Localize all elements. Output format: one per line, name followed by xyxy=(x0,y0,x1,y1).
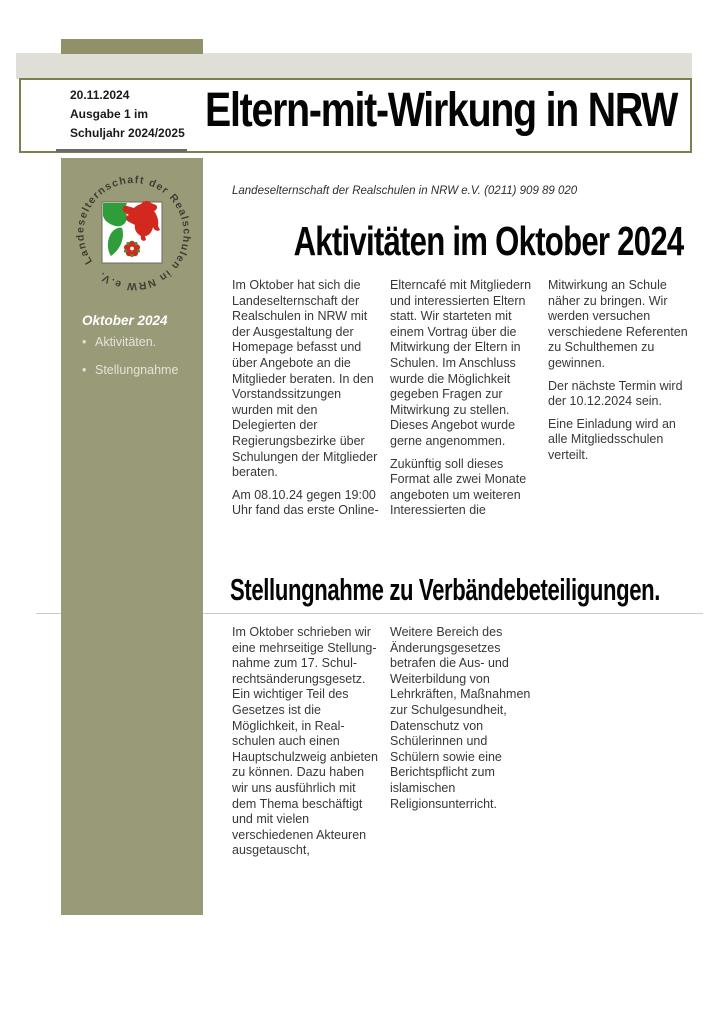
issue-number: Ausgabe 1 im xyxy=(70,107,149,121)
masthead xyxy=(19,78,692,153)
issue-schoolyear: Schuljahr 2024/2025 xyxy=(70,126,185,140)
association-logo xyxy=(61,158,203,300)
issue-date: 20.11.2024 xyxy=(70,88,130,102)
contact-line: Landeselternschaft der Realschulen in NRW e.V. (0211) 909 89 020 xyxy=(232,185,578,197)
paragraph: Der nächste Termin wird der 10.12.2024 sein. xyxy=(548,378,683,409)
paragraph: Am 08.10.24 gegen 19:00 Uhr fand das erste Online- xyxy=(232,487,379,518)
paragraph: Elterncafé mit Mitgliedern und interessierten Eltern statt. Wir starteten mit einem Vortrag über die Mitwirkung der Eltern in Schulen. Im Anschluss wurde die Möglichkeit gegeben Fragen zur Mitwirkung zu stellen. Dieses Angebot wurde gerne angenommen. xyxy=(390,278,532,448)
section2-columns xyxy=(232,625,698,866)
section2-column-1 xyxy=(232,625,380,866)
sidebar xyxy=(61,158,203,915)
paragraph: Eine Einladung wird an alle Mitgliedsschulen verteilt. xyxy=(548,416,676,462)
paragraph: Im Oktober schrieben wir eine mehrseitige Stellung- nahme zum 17. Schul- rechtsänderungsgesetz. Ein wichtiger Teil des Gesetzes ist die Möglichkeit, in Real- schulen auch einen Hauptschulzweig anbieten zu können. Dazu haben wir uns ausführlich mit dem Thema beschäftigt und mit vielen verschiedenen Akteuren ausgetauscht, xyxy=(232,625,378,858)
sidebar-toc xyxy=(82,335,178,391)
nrw-coat-of-arms-icon xyxy=(61,158,203,300)
section2-heading: Stellungnahme zu Verbändebeteiligungen. xyxy=(230,572,661,607)
section1-columns xyxy=(232,278,698,526)
sidebar-month-label: Oktober 2024 xyxy=(82,313,168,328)
issue-underline xyxy=(56,149,187,152)
section1-column-2 xyxy=(390,278,538,526)
section2-heading-wrap xyxy=(230,572,710,608)
newsletter-title: Eltern-mit-Wirkung in NRW xyxy=(205,84,678,137)
section2-column-3 xyxy=(548,625,696,866)
sidebar-top-accent xyxy=(61,39,203,54)
paragraph: Zukünftig soll dieses Format alle zwei Monate angeboten um weiteren Interessierten die xyxy=(390,456,527,518)
section1-heading: Aktivitäten im Oktober 2024 xyxy=(293,218,684,264)
logo-ring-text: Landeselternschaft der Realschulen in NRW e.V. xyxy=(74,173,193,293)
section1-column-3 xyxy=(548,278,696,526)
section1-heading-wrap xyxy=(232,218,698,265)
issue-block xyxy=(70,86,185,143)
sidebar-toc-item: • Stellungnahme xyxy=(82,363,178,378)
sidebar-toc-item: • Aktivitäten. xyxy=(82,335,178,350)
paragraph: Im Oktober hat sich die Landeselternschaft der Realschulen in NRW mit der Ausgestaltung der Homepage befasst und über Angebote an die Mitglieder beraten. In den Vorstandssitzungen wurden mit den Delegierten der Regierungsbezirke über Schulungen der Mitglieder beraten. xyxy=(232,278,378,480)
section2-column-2 xyxy=(390,625,538,866)
paragraph: Mitwirkung an Schule näher zu bringen. Wir werden versuchen verschiedene Referenten zu Schulthemen zu gewinnen. xyxy=(548,278,688,370)
section1-column-1 xyxy=(232,278,380,526)
header-gray-band xyxy=(16,53,692,79)
paragraph: Weitere Bereich des Änderungsgesetzes betrafen die Aus- und Weiterbildung von Lehrkräften, Maßnahmen zur Schulgesundheit, Datenschutz von Schülerinnen und Schülern sowie eine Berichtspflicht zum islamischen Religionsunterricht. xyxy=(390,625,531,811)
